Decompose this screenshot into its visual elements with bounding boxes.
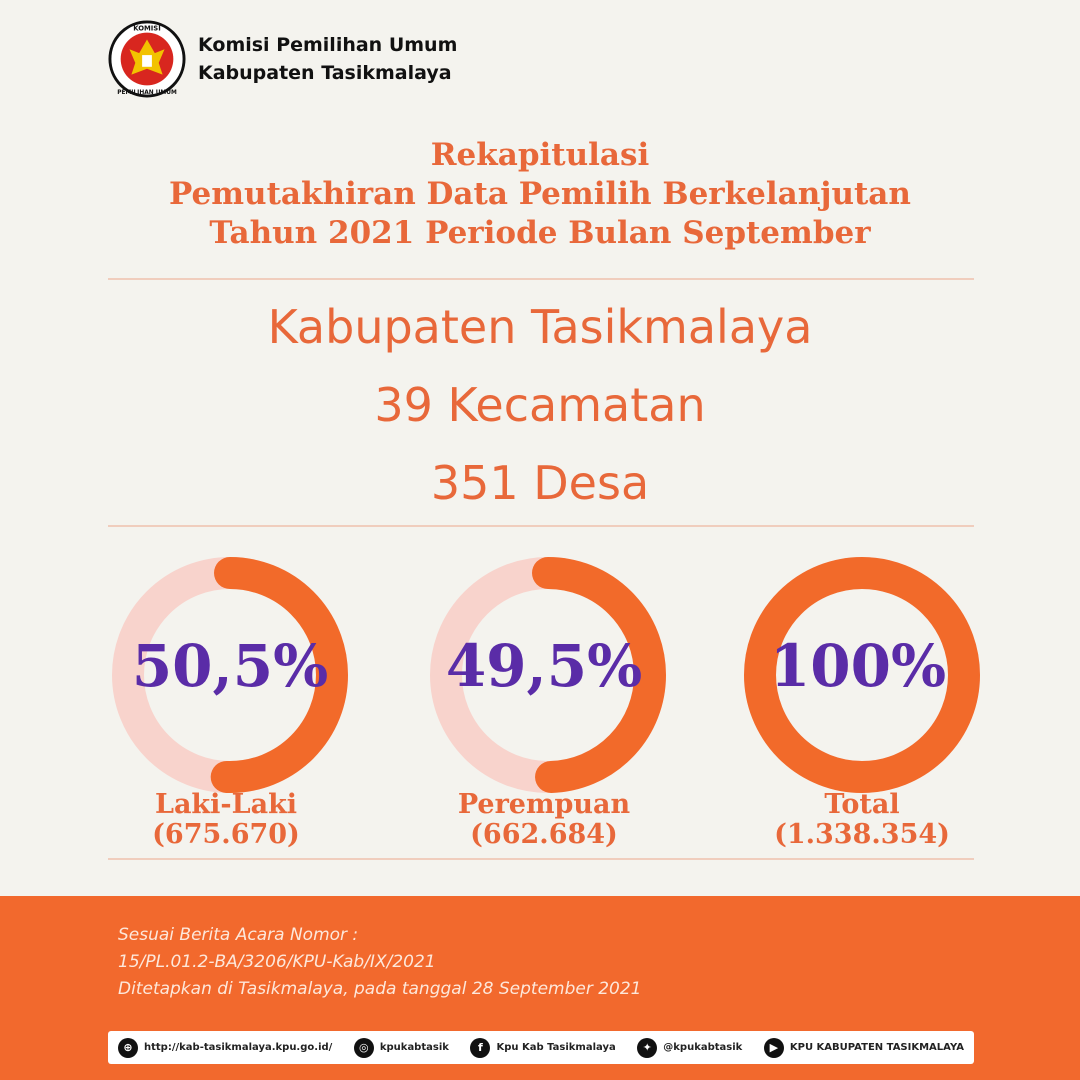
male-count: (675.670) — [152, 819, 300, 850]
total-label: Total — [824, 789, 900, 820]
twitter-icon: ✦ — [637, 1038, 657, 1058]
facebook-handle[interactable]: Kpu Kab Tasikmalaya — [496, 1042, 616, 1053]
footer-note — [118, 922, 642, 1003]
globe-icon: ⊕ — [118, 1038, 138, 1058]
total-count: (1.338.354) — [774, 819, 950, 850]
social-links-bar — [108, 1031, 974, 1064]
org-line-1: Komisi Pemilihan Umum — [198, 34, 458, 56]
female-label: Perempuan — [457, 789, 631, 820]
page-title — [0, 136, 1080, 253]
svg-text:KOMISI: KOMISI — [133, 24, 161, 33]
male-percent: 50,5% — [131, 632, 329, 700]
header — [108, 18, 457, 100]
instagram-icon: ◎ — [354, 1038, 374, 1058]
female-percent: 49,5% — [445, 632, 643, 700]
title-line-1: Rekapitulasi — [430, 137, 650, 173]
female-stat-label — [394, 790, 694, 850]
village-count: 351 Desa — [430, 456, 650, 510]
social-facebook[interactable] — [470, 1038, 615, 1058]
svg-text:PEMILIHAN UMUM: PEMILIHAN UMUM — [117, 90, 177, 97]
male-stat-label — [76, 790, 376, 850]
youtube-channel[interactable]: KPU KABUPATEN TASIKMALAYA — [789, 1042, 964, 1053]
note-line-1: Sesuai Berita Acara Nomor : — [118, 925, 359, 945]
social-youtube[interactable] — [764, 1038, 964, 1058]
social-instagram[interactable] — [354, 1038, 449, 1058]
male-label: Laki-Laki — [154, 789, 298, 820]
region-name: Kabupaten Tasikmalaya — [267, 300, 813, 354]
divider-middle — [108, 525, 974, 527]
org-line-2: Kabupaten Tasikmalaya — [198, 62, 452, 84]
title-line-3: Tahun 2021 Periode Bulan September — [209, 215, 871, 251]
divider-top — [108, 278, 974, 280]
website-link[interactable]: http://kab-tasikmalaya.kpu.go.id/ — [144, 1042, 333, 1053]
facebook-icon: f — [470, 1038, 490, 1058]
district-count: 39 Kecamatan — [374, 378, 706, 432]
note-line-3: Ditetapkan di Tasikmalaya, pada tanggal 28 September 2021 — [118, 979, 642, 999]
total-percent: 100% — [769, 632, 947, 700]
youtube-icon: ▶ — [764, 1038, 784, 1058]
social-twitter[interactable] — [637, 1038, 742, 1058]
organization-name — [198, 31, 457, 87]
kpu-logo — [108, 20, 186, 98]
instagram-handle[interactable]: kpukabtasik — [379, 1042, 449, 1053]
twitter-handle[interactable]: @kpukabtasik — [663, 1042, 743, 1053]
total-stat-label — [712, 790, 1012, 850]
title-line-2: Pemutakhiran Data Pemilih Berkelanjutan — [169, 176, 911, 212]
social-website[interactable] — [118, 1038, 332, 1058]
female-count: (662.684) — [470, 819, 618, 850]
note-line-2: 15/PL.01.2-BA/3206/KPU-Kab/IX/2021 — [118, 952, 436, 972]
divider-bottom — [108, 858, 974, 860]
